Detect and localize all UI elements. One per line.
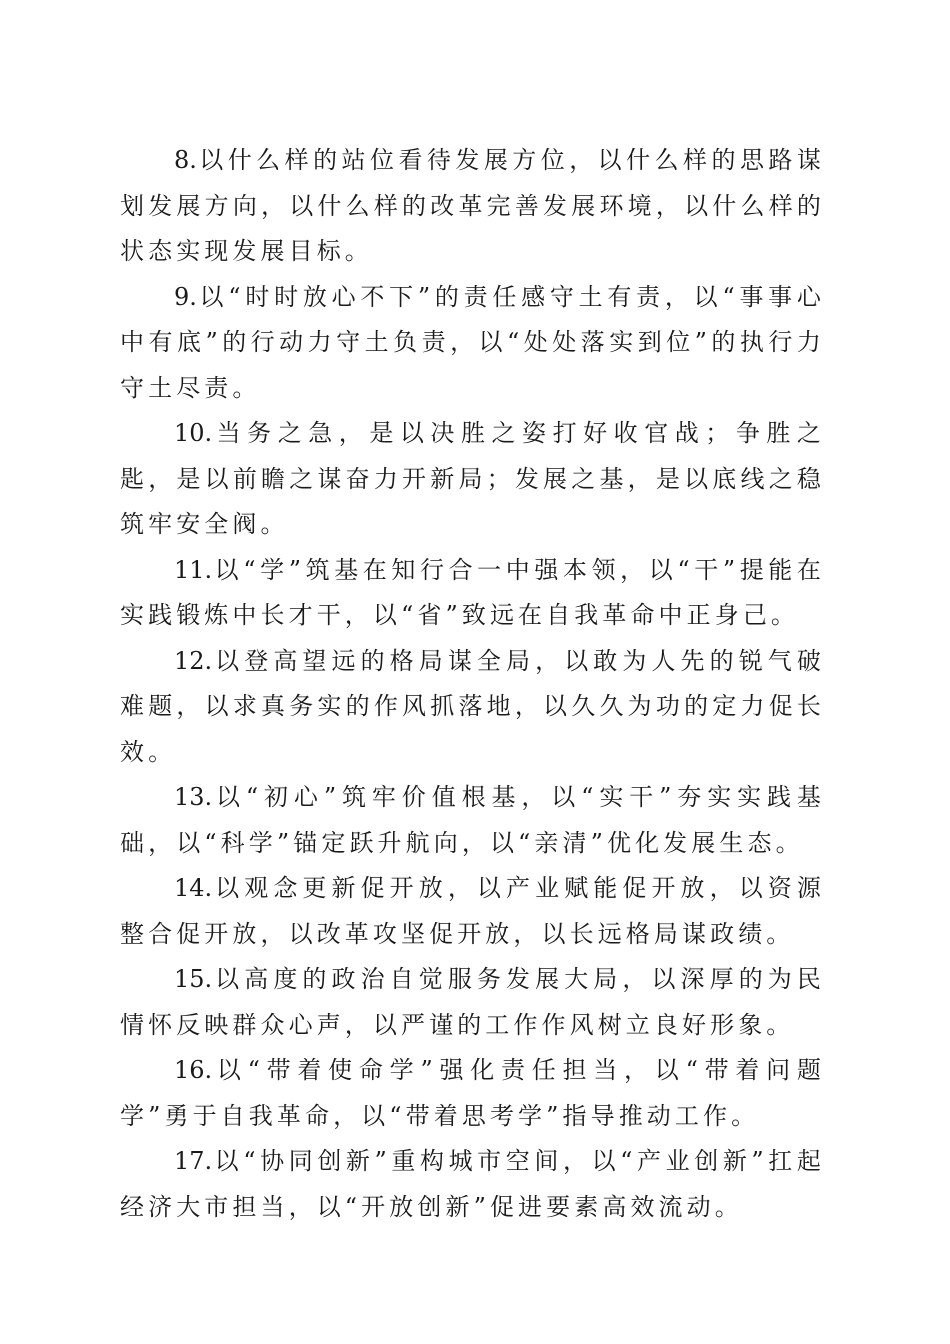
paragraph-9 — [120, 275, 825, 412]
paragraph-number: 12. — [174, 646, 213, 675]
paragraph-number: 10. — [174, 419, 213, 447]
paragraph-text: 以“初心”筑牢价值根基，以“实干”夯实实践基础，以“科学”锚定跃升航向，以“亲清”优化发展生态。 — [120, 783, 825, 857]
paragraph-text: 以“学”筑基在知行合一中强本领，以“干”提能在实践锻炼中长才干，以“省”致远在自我革命中正身己。 — [120, 555, 825, 629]
paragraph-12 — [120, 639, 825, 776]
paragraph-text: 以“时时放心不下”的责任感守土有责，以“事事心中有底”的行动力守土负责，以“处处落实到位”的执行力守土尽责。 — [120, 282, 825, 402]
paragraph-10 — [120, 411, 825, 548]
paragraph-number: 16. — [174, 1056, 213, 1084]
paragraph-number: 17. — [174, 1147, 213, 1175]
paragraph-text: 以“协同创新”重构城市空间，以“产业创新”扛起经济大市担当，以“开放创新”促进要素高效流动。 — [120, 1147, 825, 1221]
paragraph-13 — [120, 775, 825, 866]
paragraph-number: 9. — [174, 282, 197, 311]
paragraph-17 — [120, 1139, 825, 1230]
paragraph-text: 当务之急，是以决胜之姿打好收官战；争胜之匙，是以前瞻之谋奋力开新局；发展之基，是以底线之稳筑牢安全阀。 — [120, 419, 825, 538]
paragraph-number: 14. — [174, 874, 213, 902]
paragraph-number: 8. — [174, 146, 197, 174]
paragraph-8 — [120, 138, 825, 275]
paragraph-text: 以“带着使命学”强化责任担当，以“带着问题学”勇于自我革命，以“带着思考学”指导推动工作。 — [120, 1056, 825, 1130]
paragraph-text: 以什么样的站位看待发展方位，以什么样的思路谋划发展方向，以什么样的改革完善发展环境，以什么样的状态实现发展目标。 — [120, 146, 825, 265]
paragraph-number: 15. — [174, 965, 213, 993]
paragraph-16 — [120, 1048, 825, 1139]
paragraph-11 — [120, 548, 825, 639]
paragraph-14 — [120, 866, 825, 957]
document-body — [120, 138, 825, 1230]
paragraph-15 — [120, 957, 825, 1048]
paragraph-text: 以登高望远的格局谋全局，以敢为人先的锐气破难题，以求真务实的作风抓落地，以久久为功的定力促长效。 — [120, 646, 825, 766]
paragraph-number: 11. — [174, 555, 213, 584]
paragraph-number: 13. — [174, 783, 213, 811]
paragraph-text: 以高度的政治自觉服务发展大局，以深厚的为民情怀反映群众心声，以严谨的工作作风树立良好形象。 — [120, 965, 825, 1039]
paragraph-text: 以观念更新促开放，以产业赋能促开放，以资源整合促开放，以改革攻坚促开放，以长远格局谋政绩。 — [120, 874, 825, 948]
